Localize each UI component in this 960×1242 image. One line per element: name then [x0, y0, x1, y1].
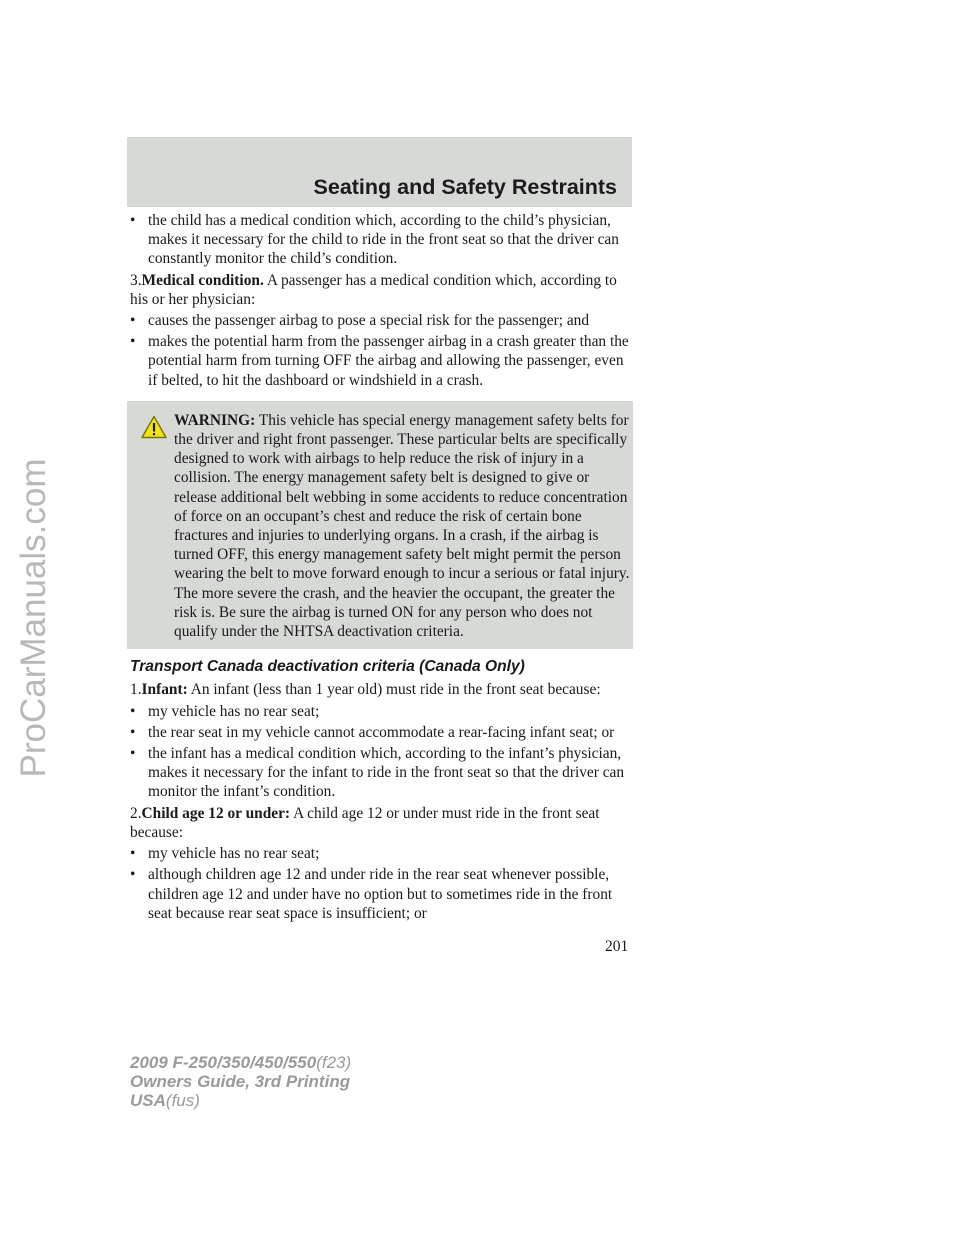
item-label: Child age 12 or under: — [141, 804, 291, 822]
bullet-dot: • — [130, 723, 136, 741]
footer — [130, 1053, 351, 1110]
footer-guide: Owners Guide, 3rd Printing — [130, 1072, 351, 1091]
page-number: 201 — [605, 938, 629, 955]
watermark-text: ProCarManuals.com — [14, 458, 53, 778]
item-text: A passenger has a medical condition which, according to his or her physician: — [130, 271, 617, 308]
section-title: Seating and Safety Restraints — [313, 175, 617, 199]
bullet-text: although children age 12 and under ride in the rear seat whenever possible, children age 12 and under have no option but to sometimes ride in the front seat because rear seat space is insufficient; or — [148, 866, 613, 922]
bullet-item — [130, 865, 630, 923]
bullet-text: the child has a medical condition which, according to the child’s physician, makes it necessary for the child to ride in the front seat so that the driver can constantly monitor the child’s condition. — [148, 212, 619, 268]
warning-text — [130, 411, 630, 641]
bullet-text: the rear seat in my vehicle cannot accommodate a rear-facing infant seat; or — [148, 723, 615, 741]
bullet-dot: • — [130, 212, 136, 229]
item-label: Medical condition. — [141, 271, 264, 289]
bullet-item — [130, 844, 630, 863]
bullet-dot: • — [130, 312, 136, 330]
bullet-text: the infant has a medical condition which, according to the infant’s physician, makes it necessary for the infant to ride in the front seat so that the driver can monitor the infant’s condition. — [148, 745, 625, 801]
numbered-item-3 — [130, 271, 630, 309]
bullet-dot: • — [130, 702, 136, 720]
page-body — [130, 211, 630, 925]
bullet-dot: • — [130, 866, 136, 884]
item-label: Infant: — [141, 681, 188, 699]
numbered-item-1 — [130, 680, 630, 699]
bullet-item — [130, 723, 630, 742]
bullet-item — [130, 211, 630, 269]
bullet-dot: • — [130, 845, 136, 863]
bullet-text: my vehicle has no rear seat; — [148, 845, 320, 863]
bullet-dot: • — [130, 745, 136, 763]
footer-line-model — [130, 1053, 351, 1072]
numbered-item-2 — [130, 804, 630, 842]
footer-market: USA — [130, 1091, 166, 1110]
footer-line-market — [130, 1091, 351, 1110]
warning-triangle-icon — [141, 415, 167, 439]
footer-model: 2009 F-250/350/450/550 — [130, 1053, 317, 1072]
warning-body: This vehicle has special energy management safety belts for the driver and right front passenger. These particular belts are specifically designed to work with airbags to help reduce the risk of injury in a collision. The energy management safety belt is designed to give or release additional belt webbing in some accidents to reduce concentration of force on an occupant’s chest and reduce the risk of certain bone fractures and injuries to underlying organs. In a crash, if the airbag is turned OFF, this energy management safety belt might permit the person wearing the belt to move forward enough to incur a serious or fatal injury. The more severe the crash, and the heavier the occupant, the greater the risk is. Be sure the airbag is turned ON for any person who does not qualify under the NHTSA deactivation criteria. — [174, 411, 630, 641]
item-text: An infant (less than 1 year old) must ride in the front seat because: — [190, 681, 601, 699]
bullet-item — [130, 311, 630, 330]
warning-label: WARNING: — [174, 411, 256, 429]
warning-box — [127, 401, 633, 649]
bullet-text: causes the passenger airbag to pose a special risk for the passenger; and — [148, 312, 590, 330]
watermark — [4, 218, 64, 1018]
bullet-item — [130, 702, 630, 721]
bullet-item — [130, 744, 630, 802]
bullet-item — [130, 332, 630, 390]
bullet-dot: • — [130, 333, 136, 351]
section-header — [127, 137, 632, 207]
item-number: 2. — [130, 804, 142, 822]
footer-market-code: (fus) — [165, 1091, 200, 1110]
canada-heading: Transport Canada deactivation criteria (Canada Only) — [130, 658, 525, 676]
item-number: 3. — [130, 271, 142, 289]
item-number: 1. — [130, 681, 142, 699]
footer-model-code: (f23) — [316, 1053, 352, 1072]
bullet-text: my vehicle has no rear seat; — [148, 702, 320, 720]
bullet-text: makes the potential harm from the passenger airbag in a crash greater than the potential harm from turning OFF the airbag and allowing the passenger, even if belted, to hit the dashboard or windshield in a crash. — [148, 333, 629, 389]
item-text: A child age 12 or under must ride in the front seat because: — [130, 804, 600, 841]
